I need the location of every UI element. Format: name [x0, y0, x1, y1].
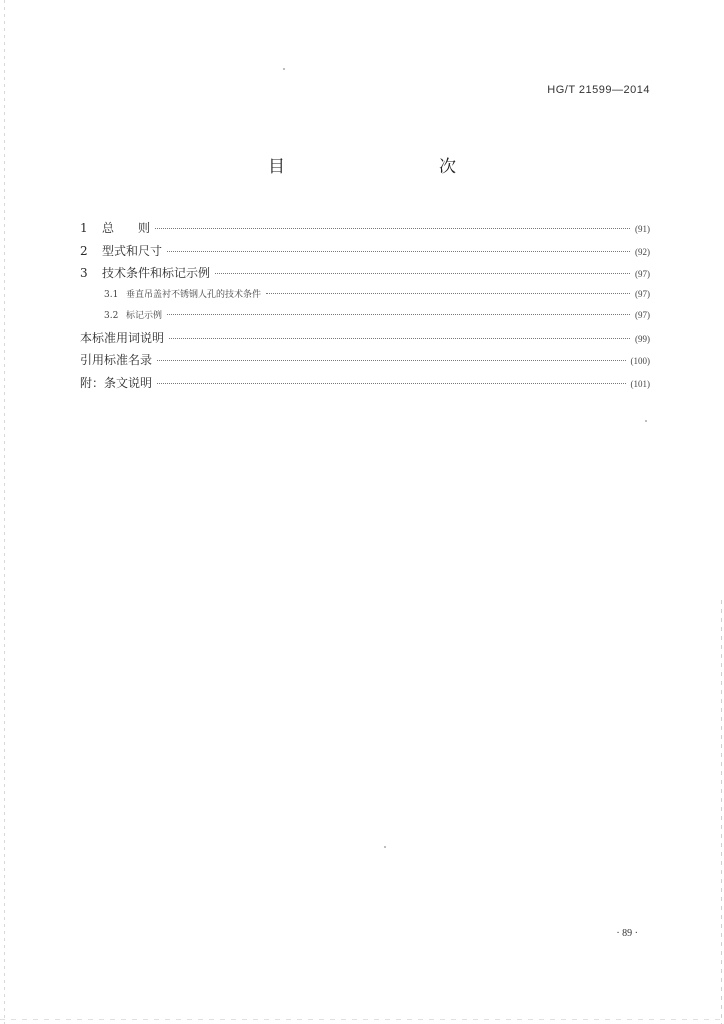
toc-entry-general[interactable] [80, 219, 650, 242]
scan-edge-right [721, 600, 722, 1024]
toc-entry-types-dimensions[interactable] [80, 242, 650, 265]
toc-entry-number: 2 [80, 243, 88, 258]
toc-entry-number: 1 [80, 221, 88, 235]
scan-speck [645, 420, 647, 422]
scan-edge-bottom [0, 1019, 724, 1020]
toc-entry-title: 标记示例 [126, 310, 163, 321]
dot-leader [157, 383, 625, 384]
dot-leader [157, 360, 625, 361]
toc-entry-page: (100) [630, 356, 650, 366]
toc-entry-title: 引用标准名录 [80, 353, 153, 367]
toc-entry-page: (92) [635, 246, 650, 257]
toc-entry-page: (97) [635, 288, 650, 299]
toc-entry-clause-explanation[interactable] [80, 374, 650, 397]
toc-entry-page: (97) [635, 309, 650, 320]
toc-entry-title: 技术条件和标记示例 [102, 266, 211, 280]
toc-entry-title: 垂直吊盖衬不锈钢人孔的技术条件 [126, 289, 262, 300]
toc-entry-title: 型式和尺寸 [102, 243, 163, 258]
page-number: · 89 · [616, 928, 638, 939]
toc-entry-number: 3 [80, 266, 88, 280]
toc-entry-wording-explanation[interactable] [80, 329, 650, 352]
dot-leader [169, 338, 630, 339]
toc-entry-number: 3.1 [104, 289, 119, 300]
toc-entry-page: (99) [635, 333, 650, 344]
dot-leader [266, 293, 630, 294]
toc-entry-manhole-conditions[interactable] [80, 287, 650, 308]
dot-leader [167, 314, 630, 315]
toc-entry-page: (91) [635, 224, 650, 234]
toc-title: 目 次 [268, 157, 496, 177]
toc-entry-number: 3.2 [104, 310, 119, 321]
toc-entry-page: (97) [635, 269, 650, 279]
dot-leader [167, 251, 630, 252]
toc-entry-title: 本标准用词说明 [80, 330, 165, 345]
dot-leader [215, 273, 630, 274]
toc-entry-page: (101) [630, 378, 650, 389]
toc-entry-technical-conditions[interactable] [80, 264, 650, 287]
dot-leader [155, 228, 630, 229]
toc-entry-title: 总 则 [102, 221, 151, 235]
scan-speck [384, 846, 386, 848]
table-of-contents [80, 219, 650, 396]
scan-speck [283, 68, 285, 70]
toc-entry-marking-example[interactable] [80, 308, 650, 329]
toc-entry-title: 附：条文说明 [80, 375, 153, 390]
standard-code: HG/T 21599—2014 [547, 84, 650, 96]
toc-entry-referenced-standards[interactable] [80, 351, 650, 374]
